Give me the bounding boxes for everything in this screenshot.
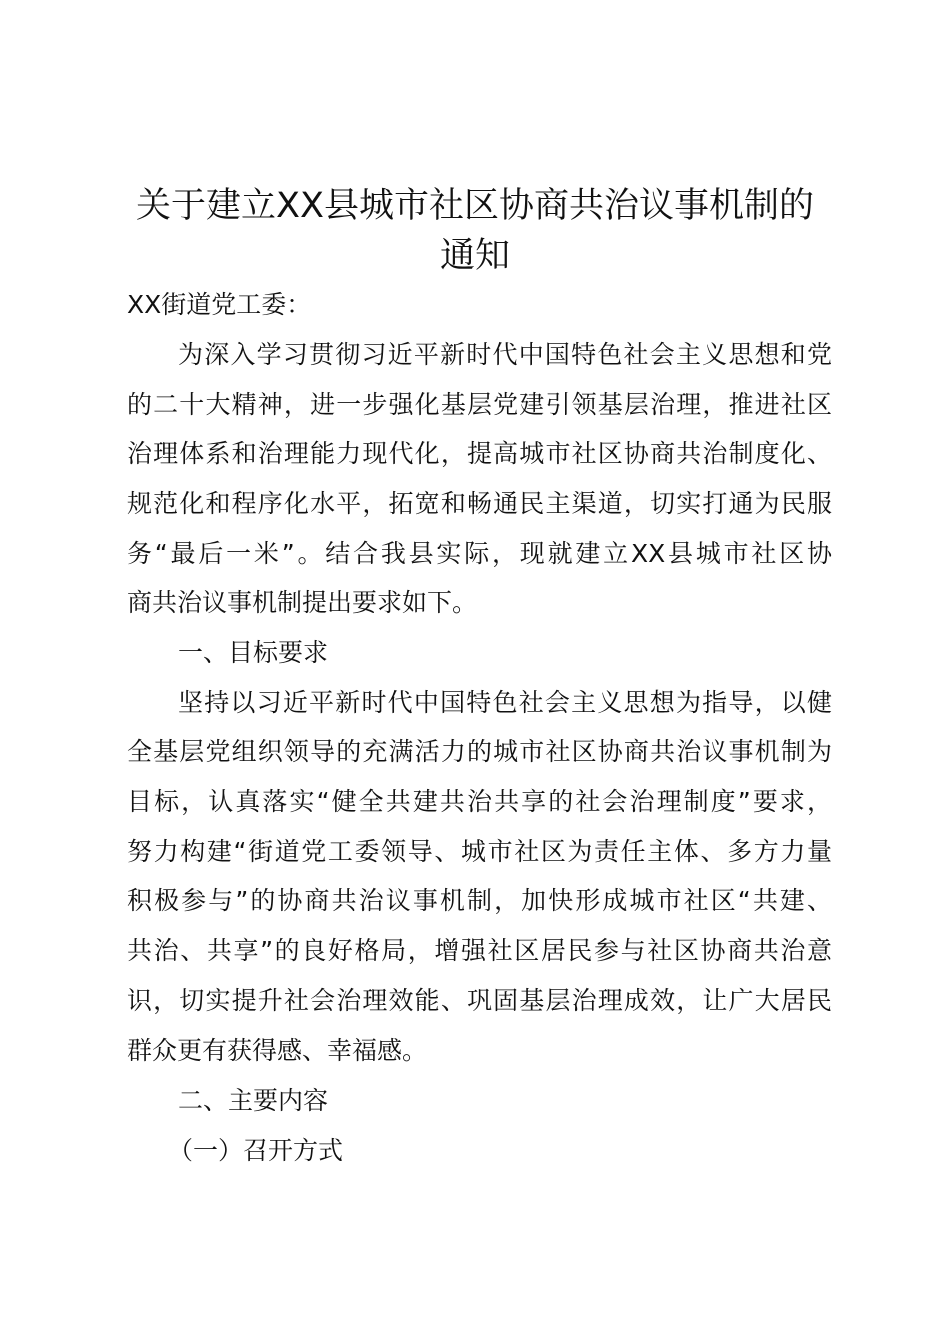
paragraph-1-line-2: 的二十大精神，进一步强化基层党建引领基层治理，推进社区 xyxy=(127,390,832,419)
paragraph-2-line-1: 坚持以习近平新时代中国特色社会主义思想为指导，以健 xyxy=(178,688,832,717)
paragraph-2-line-6: 共治、共享”的良好格局，增强社区居民参与社区协商共治意 xyxy=(127,936,832,965)
paragraph-1-line-3: 治理体系和治理能力现代化，提高城市社区协商共治制度化、 xyxy=(127,439,832,468)
paragraph-2-line-8: 群众更有获得感、幸福感。 xyxy=(127,1036,428,1065)
document-title-line-2: 通知 xyxy=(439,236,510,276)
paragraph-2-line-2: 全基层党组织领导的充满活力的城市社区协商共治议事机制为 xyxy=(127,737,832,766)
paragraph-1-line-4: 规范化和程序化水平，拓宽和畅通民主渠道，切实打通为民服 xyxy=(127,489,832,518)
section-heading-1: 一、目标要求 xyxy=(178,638,329,667)
paragraph-1-line-5: 务“最后一米”。结合我县实际，现就建立XX县城市社区协 xyxy=(127,539,832,568)
paragraph-1-line-6: 商共治议事机制提出要求如下。 xyxy=(127,588,478,617)
salutation: XX街道党工委： xyxy=(127,290,312,319)
paragraph-2-line-5: 积极参与”的协商共治议事机制，加快形成城市社区“共建、 xyxy=(127,886,832,915)
subsection-heading-1: （一）召开方式 xyxy=(168,1136,344,1165)
paragraph-2-line-4: 努力构建“街道党工委领导、城市社区为责任主体、多方力量 xyxy=(127,837,832,866)
document-title-line-1: 关于建立XX县城市社区协商共治议事机制的 xyxy=(136,186,814,226)
section-heading-2: 二、主要内容 xyxy=(178,1086,329,1115)
paragraph-2-line-7: 识，切实提升社会治理效能、巩固基层治理成效，让广大居民 xyxy=(127,986,832,1015)
paragraph-2-line-3: 目标，认真落实“健全共建共治共享的社会治理制度”要求， xyxy=(127,787,832,816)
paragraph-1-line-1: 为深入学习贯彻习近平新时代中国特色社会主义思想和党 xyxy=(178,340,832,369)
